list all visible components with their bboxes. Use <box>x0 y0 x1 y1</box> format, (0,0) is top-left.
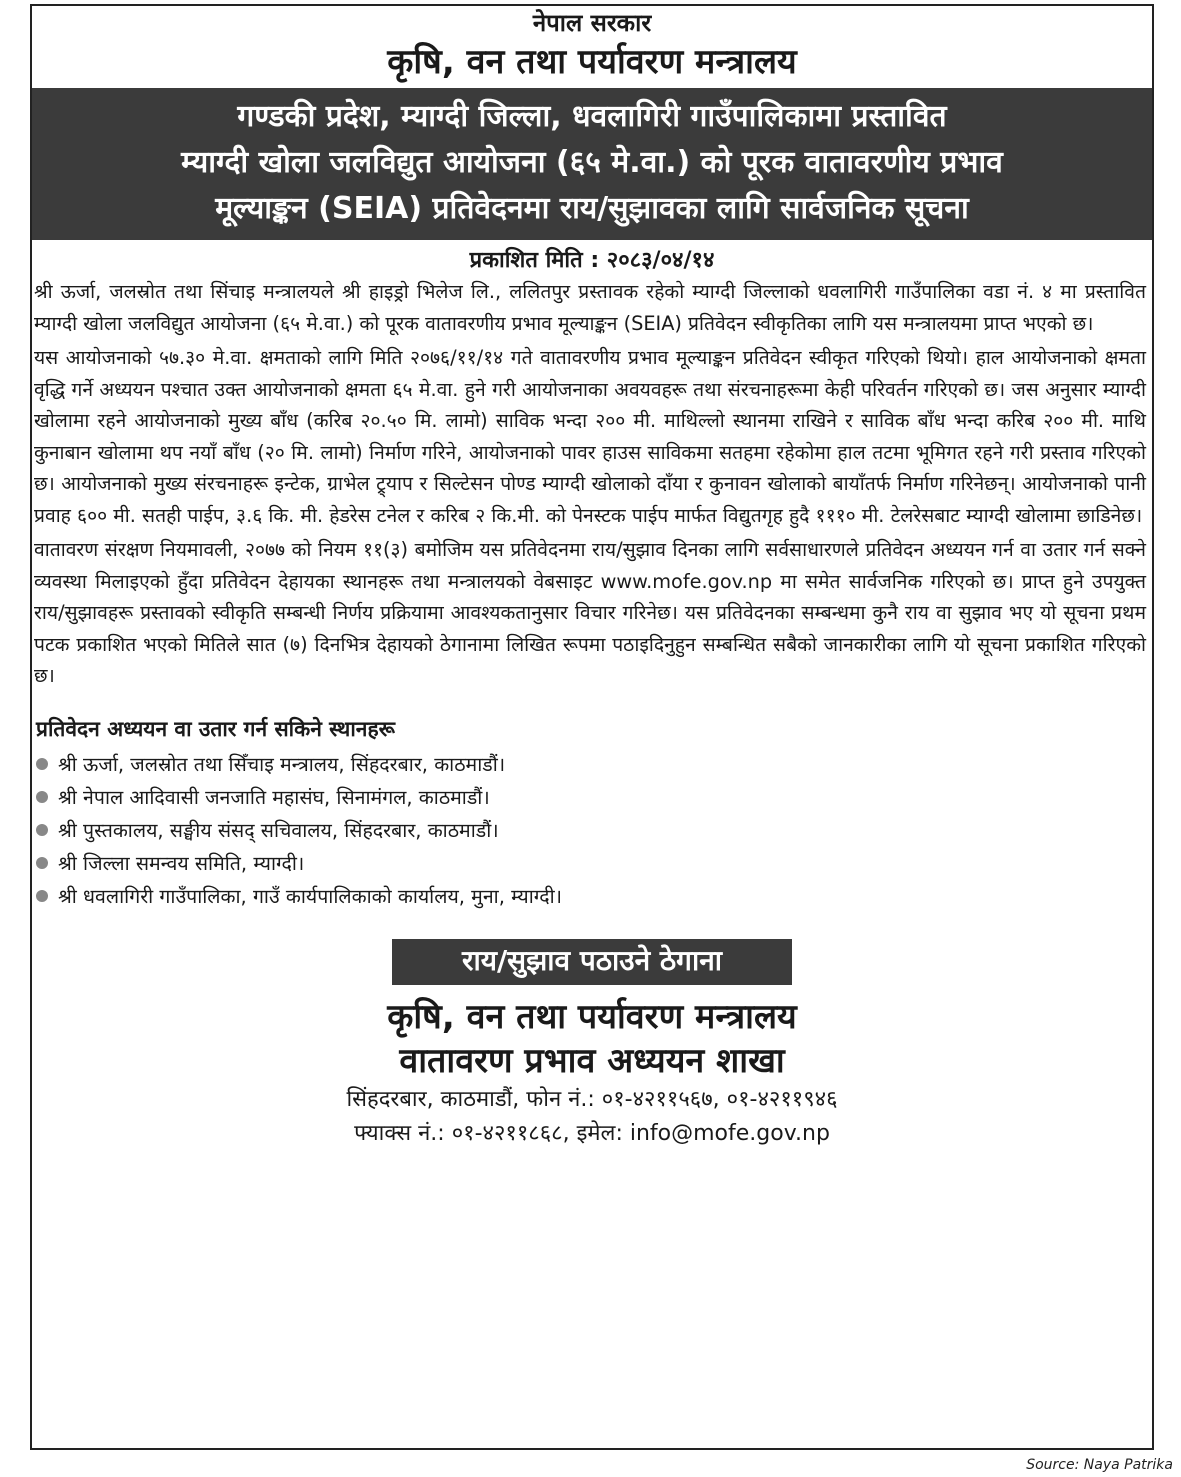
location-text: श्री नेपाल आदिवासी जनजाति महासंघ, सिनामंगल, काठमाडौं। <box>58 785 490 809</box>
address-phone-line: सिंहदरबार, काठमाडौं, फोन नं.: ०१-४२११५६७, ०१-४२११९४६ <box>346 1086 838 1112</box>
bullet-icon <box>36 857 48 869</box>
published-date: प्रकाशित मिति : २०८३/०४/१४ <box>469 248 715 273</box>
title-line: गण्डकी प्रदेश, म्याग्दी जिल्ला, धवलागिरी गाउँपालिकामा प्रस्तावित <box>237 99 947 134</box>
list-item <box>34 814 1146 847</box>
notice-body <box>32 276 1152 913</box>
location-text: श्री ऊर्जा, जलस्रोत तथा सिँचाइ मन्त्रालय, सिंहदरबार, काठमाडौं। <box>58 752 506 776</box>
paragraph-public-notice: वातावरण संरक्षण नियमावली, २०७७ को नियम ११(३) बमोजिम यस प्रतिवेदनमा राय/सुझाव दिनका लागि सर्वसाधारणले प्रतिवेदन अध्ययन गर्न वा उतार गर्न सक्ने व्यवस्था मिलाइएको हुँदा प्रतिवेदन देहायका स्थानहरू तथा मन्त्रालयको वेबसाइट www.mofe.gov.np मा समेत सार्वजनिक गरिएको छ। प्राप्त हुने उपयुक्त राय/सुझावहरू प्रस्तावको स्वीकृति सम्बन्धी निर्णय प्रक्रियामा आवश्यकतानुसार विचार गरिनेछ। यस प्रतिवेदनका सम्बन्धमा कुनै राय वा सुझाव भए यो सूचना प्रथम पटक प्रकाशित भएको मितिले सात (७) दिनभित्र देहायको ठेगानामा लिखित रूपमा पठाइदिनुहुन सम्बन्धित सबैको जानकारीका लागि यो सूचना प्रकाशित गरिएको छ। <box>34 538 1146 687</box>
address-label: राय/सुझाव पठाउने ठेगाना <box>392 939 792 985</box>
ministry-name: कृषि, वन तथा पर्यावरण मन्त्रालय <box>387 42 797 82</box>
locations-list <box>34 748 1146 913</box>
bullet-icon <box>36 890 48 902</box>
bullet-icon <box>36 758 48 770</box>
list-item <box>34 880 1146 913</box>
title-line: म्याग्दी खोला जलविद्युत आयोजना (६५ मे.वा.) को पूरक वातावरणीय प्रभाव <box>181 145 1003 180</box>
government-name: नेपाल सरकार <box>532 9 652 37</box>
location-text: श्री धवलागिरी गाउँपालिका, गाउँ कार्यपालिकाको कार्यालय, मुना, म्याग्दी। <box>58 884 563 908</box>
notice-title <box>32 88 1152 240</box>
notice-header <box>32 8 1152 86</box>
address-fax-email-line: फ्याक्स नं.: ०१-४२११८६८, इमेल: info@mofe.gov.np <box>354 1120 830 1146</box>
list-item <box>34 748 1146 781</box>
paragraph-project-details: यस आयोजनाको ५७.३० मे.वा. क्षमताको लागि मिति २०७६/११/१४ गते वातावरणीय प्रभाव मूल्याङ्कन प्रतिवेदन स्वीकृत गरिएको थियो। हाल आयोजनाको क्षमता वृद्धि गर्ने अध्ययन पश्चात उक्त आयोजनाको क्षमता ६५ मे.वा. हुने गरी आयोजनाका अवयवहरू तथा संरचनाहरूमा केही परिवर्तन गरिएको छ। जस अनुसार म्याग्दी खोलामा रहने आयोजनाको मुख्य बाँध (करिब २०.५० मि. लामो) साविक भन्दा २०० मी. माथिल्लो स्थानमा राखिने र साविक बाँध भन्दा करिब २०० मी. माथि कुनाबान खोलामा थप नयाँ बाँध (२० मि. लामो) निर्माण गरिने, आयोजनाको पावर हाउस साविकमा सतहमा रहेकोमा हाल तटमा भूमिगत रहने गरी प्रस्ताव गरिएको छ। आयोजनाको मुख्य संरचनाहरू इन्टेक, ग्राभेल ट्र्याप र सिल्टेसन पोण्ड म्याग्दी खोलाको दाँया र कुनावन खोलाको बायाँतर्फ निर्माण गरिनेछन्। आयोजनाको पानी प्रवाह ६०० मी. सतही पाईप, ३.६ कि. मी. हेडरेस टनेल र करिब २ कि.मी. को पेनस्टक पाईप मार्फत विद्युतगृह हुदै १११० मी. टेलरेसबाट म्याग्दी खोलामा छाडिनेछ। <box>34 346 1146 527</box>
address-branch: वातावरण प्रभाव अध्ययन शाखा <box>399 1040 785 1081</box>
list-item <box>34 781 1146 814</box>
paragraph-intro: श्री ऊर्जा, जलस्रोत तथा सिंचाइ मन्त्रालयले श्री हाइड्रो भिलेज लि., ललितपुर प्रस्तावक रहेको म्याग्दी जिल्लाको धवलागिरी गाउँपालिका वडा नं. ४ मा प्रस्तावित म्याग्दी खोला जलविद्युत आयोजना (६५ मे.वा.) को पूरक वातावरणीय प्रभाव मूल्याङ्कन (SEIA) प्रतिवेदन स्वीकृतिका लागि यस मन्त्रालयमा प्राप्त भएको छ। <box>34 280 1146 335</box>
title-line: मूल्याङ्कन (SEIA) प्रतिवेदनमा राय/सुझावका लागि सार्वजनिक सूचना <box>215 191 969 226</box>
list-item <box>34 847 1146 880</box>
source-credit: Source: Naya Patrika <box>1026 1457 1173 1473</box>
location-text: श्री जिल्ला समन्वय समिति, म्याग्दी। <box>58 851 305 875</box>
notice-frame <box>30 4 1154 1450</box>
address-ministry: कृषि, वन तथा पर्यावरण मन्त्रालय <box>387 996 797 1037</box>
bullet-icon <box>36 824 48 836</box>
bullet-icon <box>36 791 48 803</box>
location-text: श्री पुस्तकालय, सङ्घीय संसद् सचिवालय, सिंहदरबार, काठमाडौं। <box>58 818 499 842</box>
locations-heading: प्रतिवेदन अध्ययन वा उतार गर्न सकिने स्थानहरू <box>36 716 395 741</box>
